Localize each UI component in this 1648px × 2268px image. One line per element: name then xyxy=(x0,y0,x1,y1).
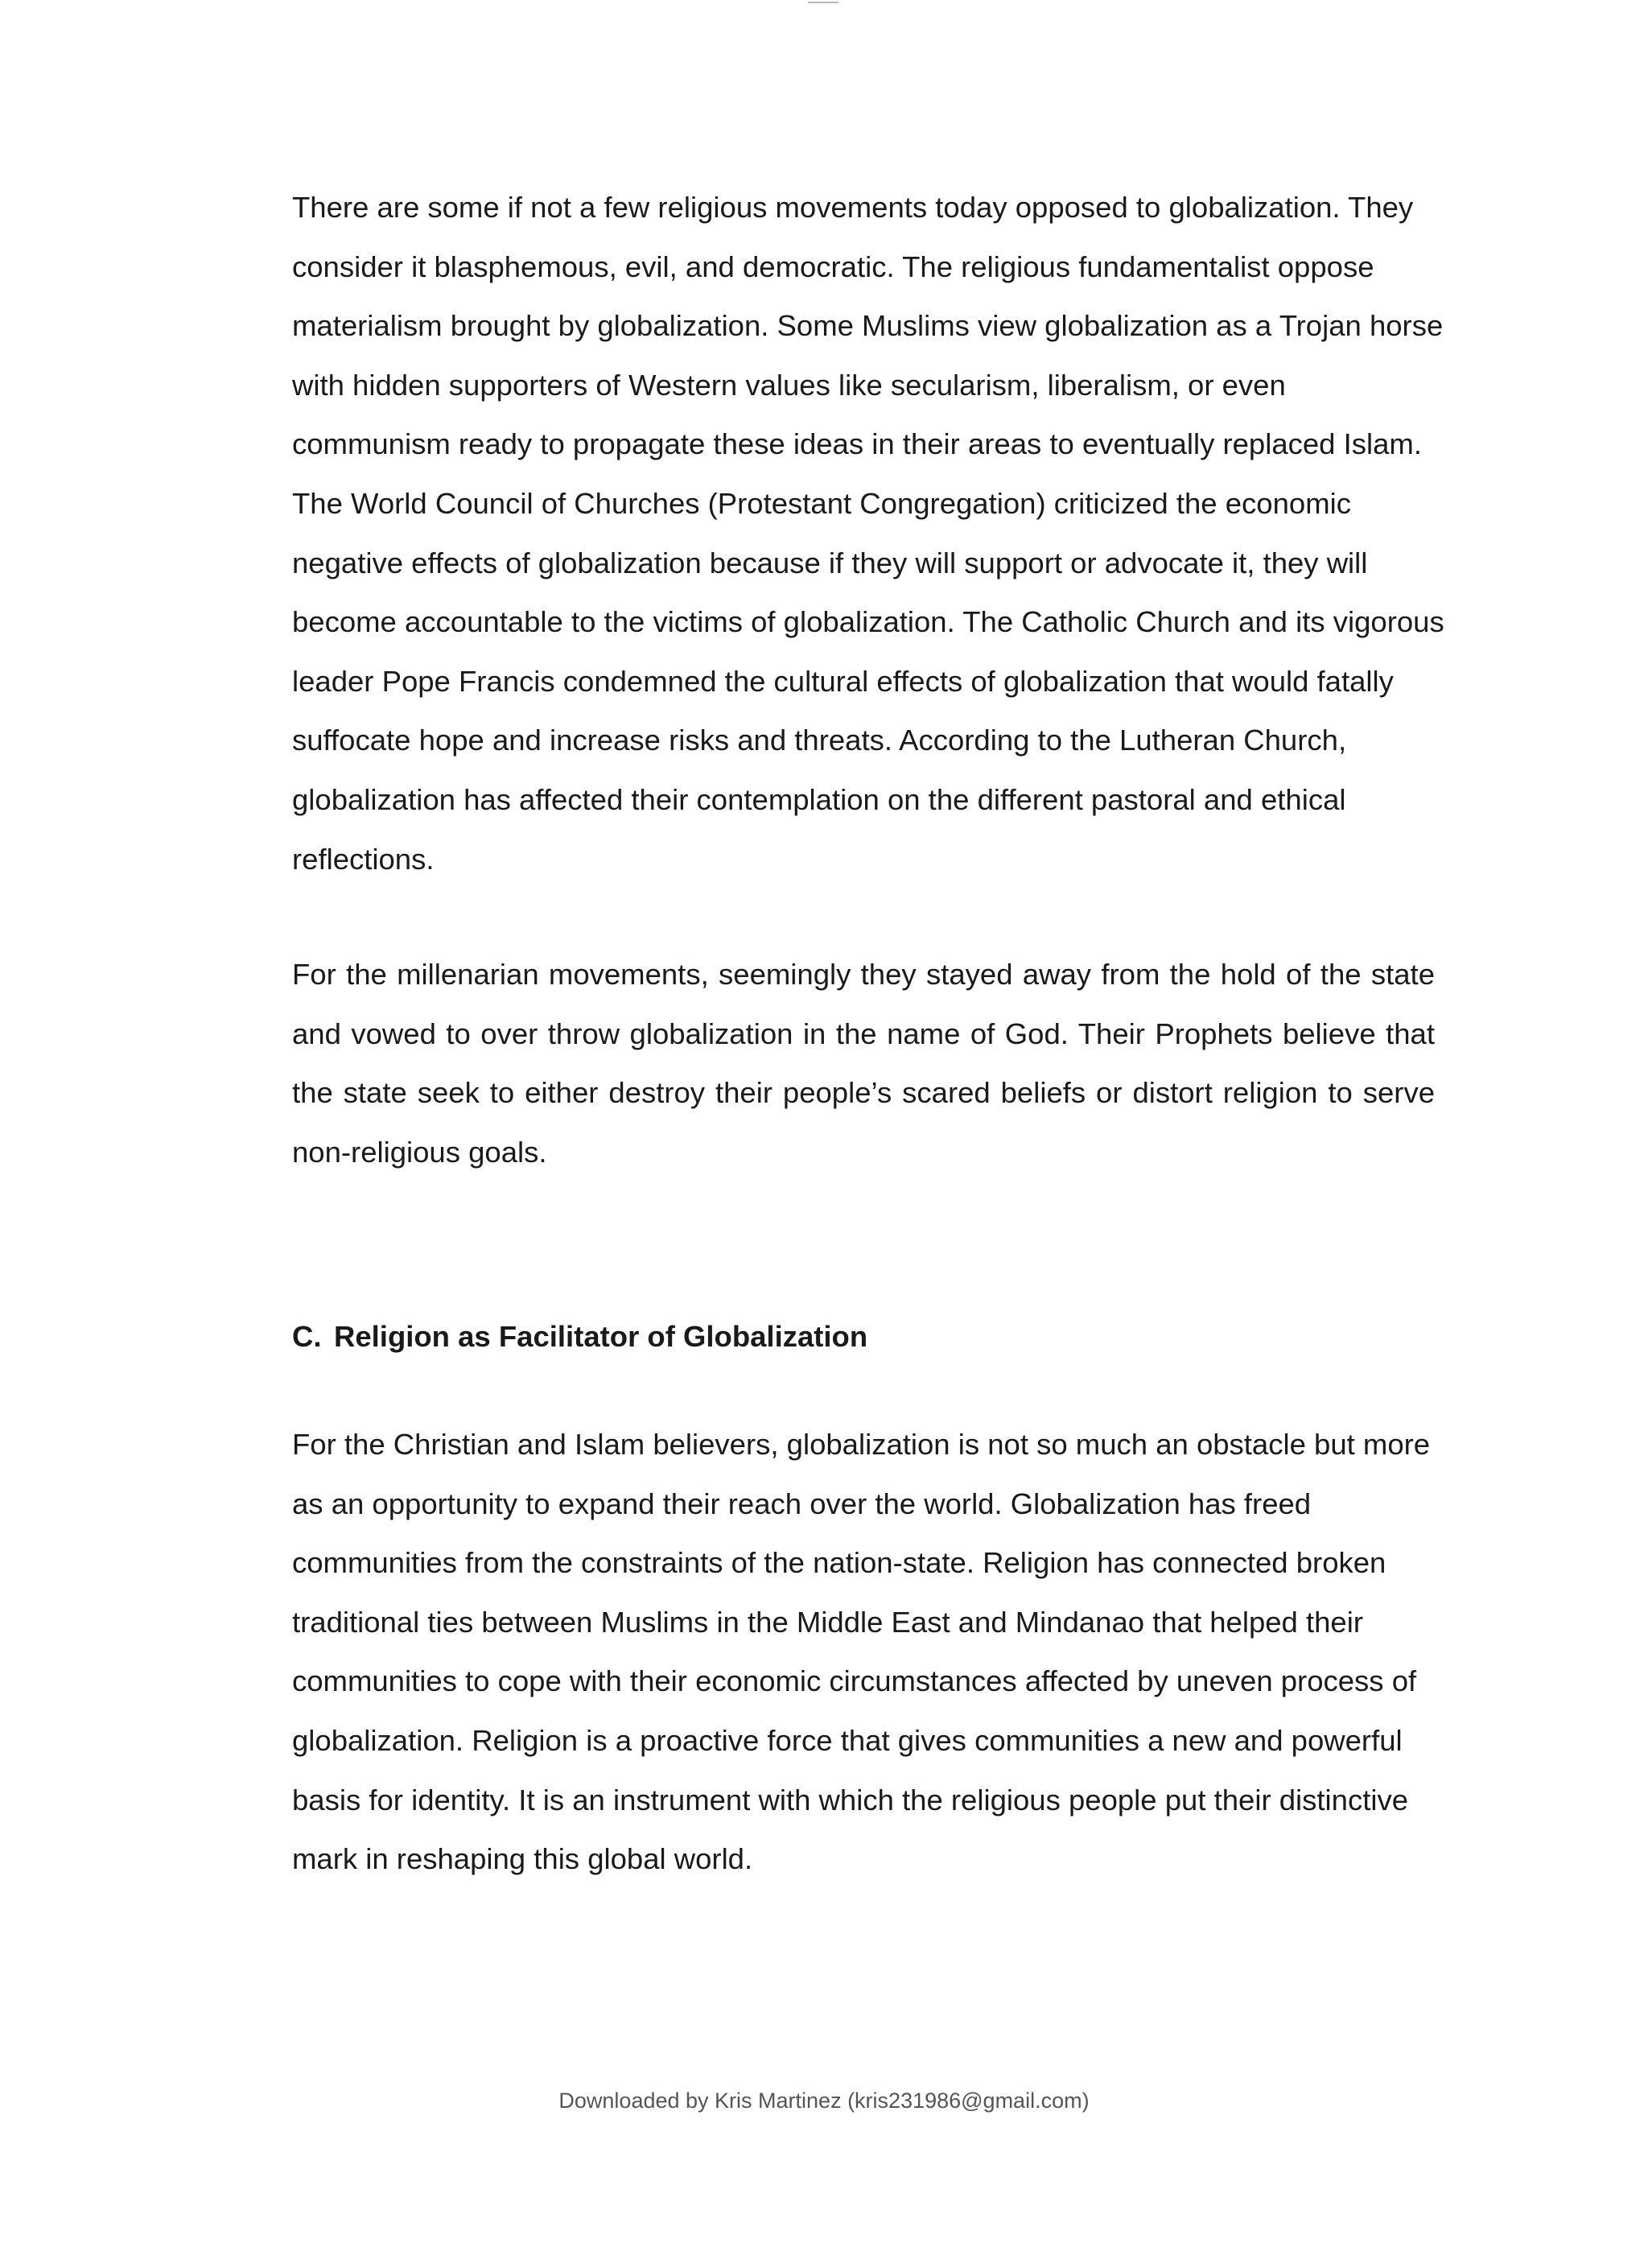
section-title: Religion as Facilitator of Globalization xyxy=(334,1320,868,1353)
paragraph-millenarian: For the millenarian movements, seemingly they stayed away from the hold of the state and vowed to over throw globalization in the name of God. Their Prophets believe that the state seek to either destroy their people’s scared beliefs or distort religion to serve non-religious goals. xyxy=(292,958,1435,1169)
section-letter: C. xyxy=(292,1320,322,1353)
paragraph-facilitator: For the Christian and Islam believers, globalization is not so much an obstacle but more as an opportunity to expand their reach over the world. Globalization has freed communities from the constraints of the nation-state. Religion has connected broken traditional ties between Muslims in the Middle East and Mindanao that helped their communities to cope with their economic circumstances affected by uneven process of globalization. Religion is a proactive force that gives communities a new and powerful basis for identity. It is an instrument with which the religious people put their distinctive mark in reshaping this global world. xyxy=(292,1428,1431,1876)
download-footer: Downloaded by Kris Martinez (kris231986@gmail.com) xyxy=(558,2089,1090,2113)
page-top-mark xyxy=(808,2,838,3)
paragraph-opposition: There are some if not a few religious movements today opposed to globalization. They consider it blasphemous, evil, and democratic. The religious fundamentalist oppose materialism brought by globalization. Some Muslims view globalization as a Trojan horse with hidden supporters of Western values like secularism, liberalism, or even communism ready to propagate these ideas in their areas to eventually replaced Islam. The World Council of Churches (Protestant Congregation) criticized the economic negative effects of globalization because if they will support or advocate it, they will become accountable to the victims of globalization. The Catholic Church and its vigorous leader Pope Francis condemned the cultural effects of globalization that would fatally suffocate hope and increase risks and threats. According to the Lutheran Church, globalization has affected their contemplation on the different pastoral and ethical reflections. xyxy=(292,191,1444,876)
section-heading xyxy=(292,1307,867,1367)
